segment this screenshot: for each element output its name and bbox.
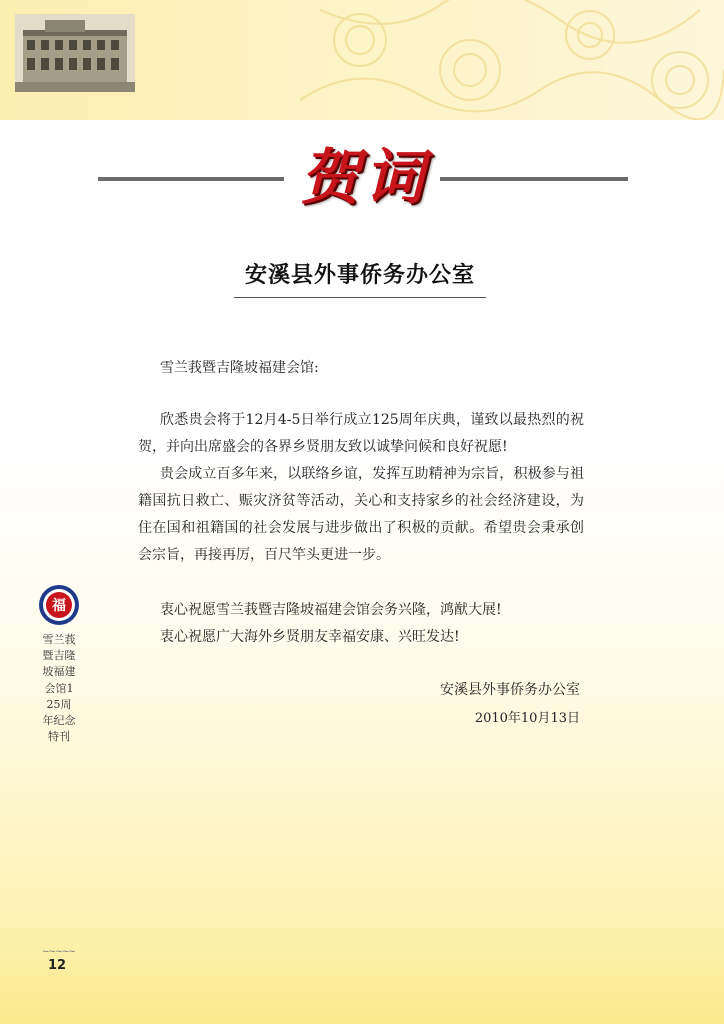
logo-char: 福	[52, 598, 66, 614]
sidebar-squiggle: ~~~~~	[42, 947, 75, 957]
title-rule-left	[98, 177, 284, 181]
signature-org: 安溪县外事侨务办公室	[440, 682, 580, 698]
building-illustration	[15, 14, 135, 92]
org-heading-underline	[234, 297, 486, 298]
association-logo	[38, 584, 80, 626]
signature-date: 2010年10月13日	[474, 711, 580, 726]
sidebar-publication-title: 雪兰莪暨吉隆坡福建会馆125周年纪念特刊	[42, 633, 76, 744]
page-number: 12	[48, 958, 67, 973]
title-rule-right	[440, 177, 628, 181]
letter-wish-1: 衷心祝愿雪兰莪暨吉隆坡福建会馆会务兴隆，鸿猷大展!	[160, 602, 502, 618]
letter-wish-2: 衷心祝愿广大海外乡贤朋友幸福安康、兴旺发达!	[160, 629, 460, 645]
page-title: 贺词	[300, 143, 428, 213]
floral-pattern-decoration	[300, 0, 724, 120]
title-row	[0, 140, 724, 220]
letter-paragraph-1: 欣悉贵会将于12月4-5日举行成立125周年庆典，谨致以最热烈的祝贺，并向出席盛会的各界乡贤朋友致以诚挚问候和良好祝愿!	[138, 412, 584, 455]
letter-salutation: 雪兰莪暨吉隆坡福建会馆:	[160, 360, 319, 376]
header-band	[0, 0, 724, 120]
org-heading: 安溪县外事侨务办公室	[244, 263, 475, 288]
letter-paragraph-2: 贵会成立百多年来，以联络乡谊，发挥互助精神为宗旨，积极参与祖籍国抗日救亡、赈灾济贫等活动，关心和支持家乡的社会经济建设，为住在国和祖籍国的社会发展与进步做出了积极的贡献。希望贵会秉承创会宗旨，再接再厉，百尺竿头更进一步。	[138, 466, 584, 563]
